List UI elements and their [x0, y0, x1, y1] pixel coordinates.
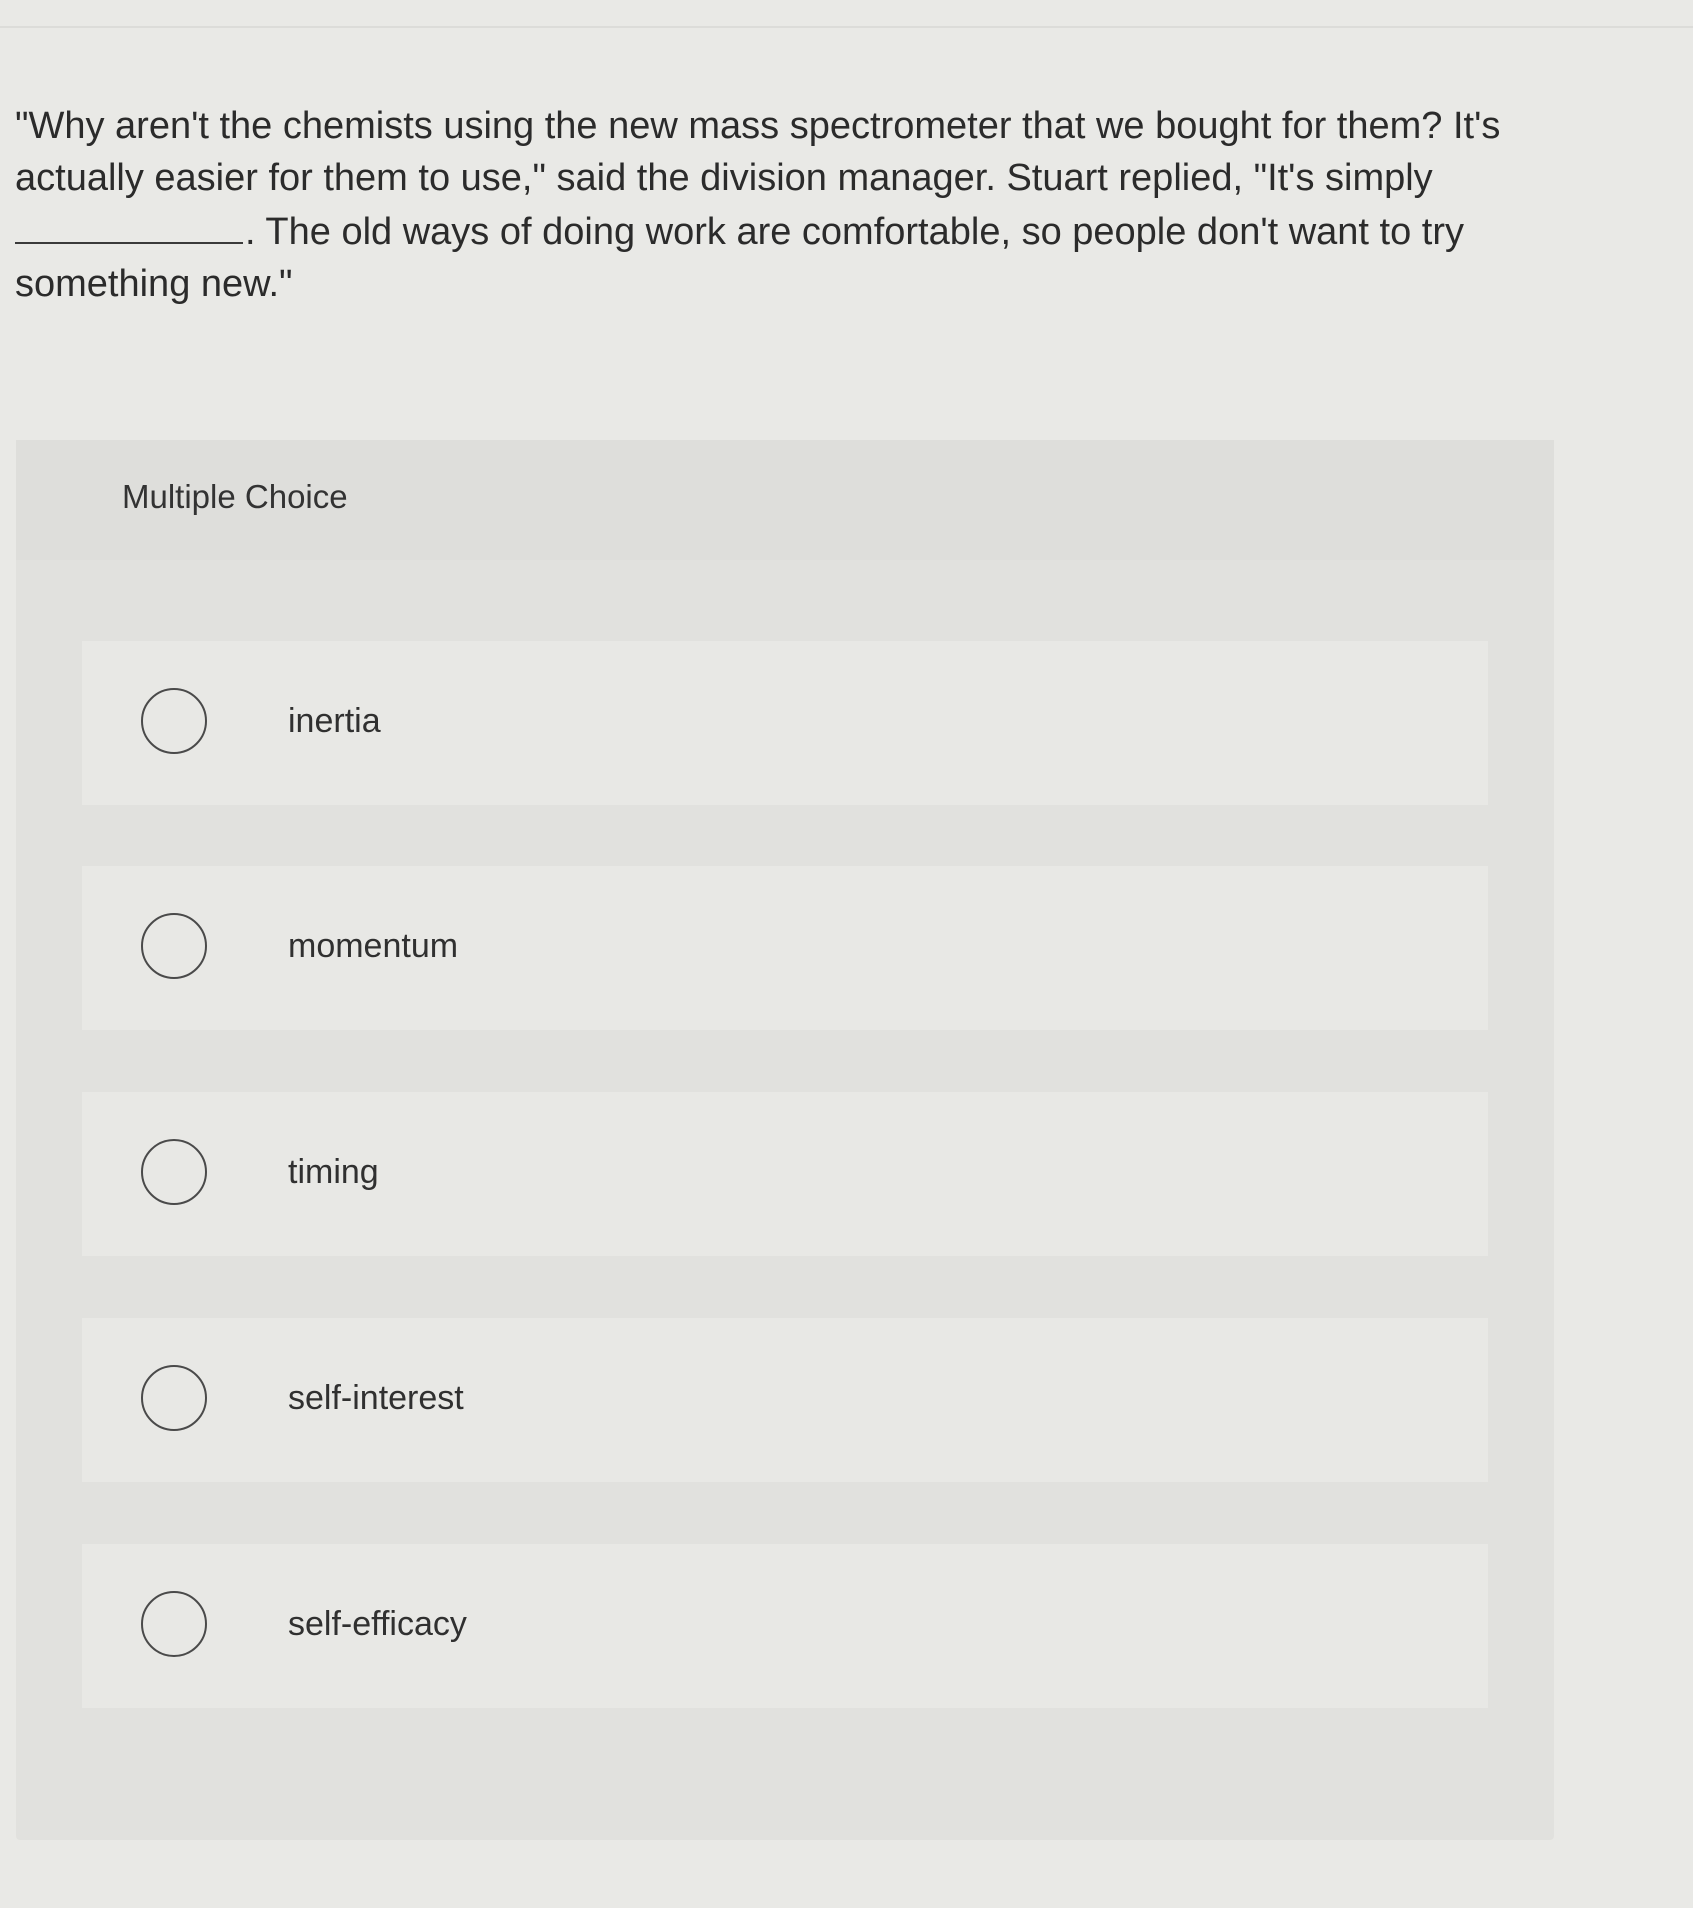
question-text — [15, 100, 1575, 310]
option-timing[interactable] — [82, 1092, 1488, 1256]
option-label: self-efficacy — [288, 1605, 467, 1643]
option-self-efficacy[interactable] — [82, 1544, 1488, 1708]
option-label: self-interest — [288, 1379, 464, 1417]
question-part-2: . The old ways of doing work are comfortable, so people don't want to try something new." — [15, 211, 1464, 305]
option-label: inertia — [288, 702, 381, 740]
option-momentum[interactable] — [82, 866, 1488, 1030]
top-divider — [0, 26, 1693, 28]
option-inertia[interactable] — [82, 641, 1488, 805]
option-label: momentum — [288, 927, 459, 965]
multiple-choice-panel — [16, 440, 1554, 1840]
radio-button[interactable] — [141, 1365, 207, 1431]
radio-button[interactable] — [141, 1591, 207, 1657]
question-part-1: "Why aren't the chemists using the new mass spectrometer that we bought for them? It's actually easier for them to use," said the division manager. Stuart replied, "It's simply — [15, 105, 1501, 199]
multiple-choice-label: Multiple Choice — [122, 478, 348, 515]
option-label: timing — [288, 1153, 379, 1191]
radio-button[interactable] — [141, 1139, 207, 1205]
option-self-interest[interactable] — [82, 1318, 1488, 1482]
answer-blank — [15, 204, 243, 244]
radio-button[interactable] — [141, 688, 207, 754]
multiple-choice-header — [16, 440, 1554, 560]
radio-button[interactable] — [141, 913, 207, 979]
